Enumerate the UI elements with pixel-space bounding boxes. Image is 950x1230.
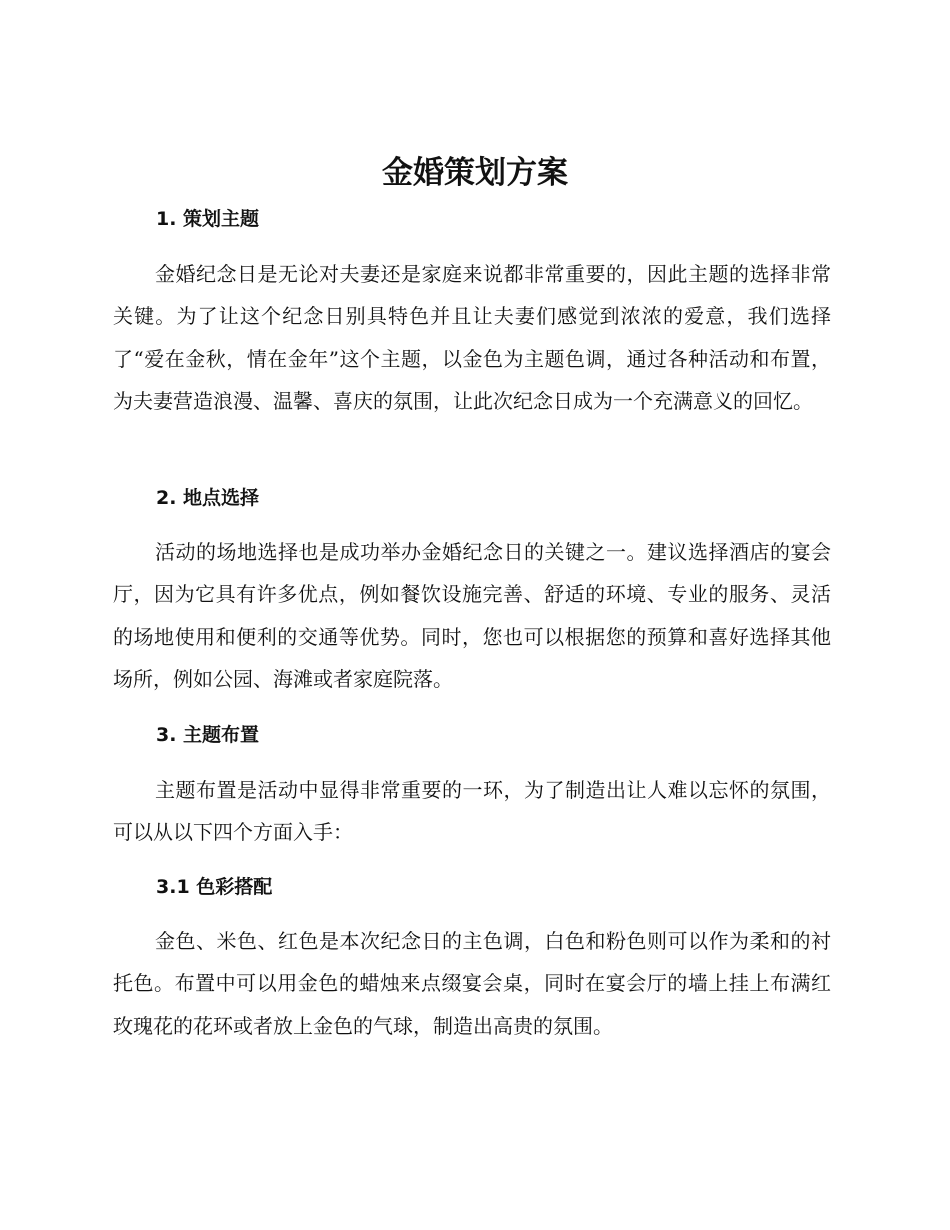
section-heading-decoration: 3. 主题布置 [156,724,260,746]
section-heading-venue: 2. 地点选择 [156,487,260,509]
subsection-heading-colors: 3.1 色彩搭配 [156,876,273,898]
section-paragraph-decoration: 主题布置是活动中显得非常重要的一环，为了制造出让人难以忘怀的氛围，可以从以下四个方面入手： [113,778,831,845]
section-paragraph-theme: 金婚纪念日是无论对夫妻还是家庭来说都非常重要的，因此主题的选择非常关键。为了让这个纪念日别具特色并且让夫妻们感觉到浓浓的爱意，我们选择了“爱在金秋，情在金年”这个主题，以金色为主题色调，通过各种活动和布置，为夫妻营造浪漫、温馨、喜庆的氛围，让此次纪念日成为一个充满意义的回忆。 [113,262,831,414]
page-title: 金婚策划方案 [382,155,568,191]
section-heading-theme: 1. 策划主题 [156,208,260,230]
section-paragraph-venue: 活动的场地选择也是成功举办金婚纪念日的关键之一。建议选择酒店的宴会厅，因为它具有许多优点，例如餐饮设施完善、舒适的环境、专业的服务、灵活的场地使用和便利的交通等优势。同时，您也可以根据您的预算和喜好选择其他场所，例如公园、海滩或者家庭院落。 [113,540,831,692]
subsection-paragraph-colors: 金色、米色、红色是本次纪念日的主色调，白色和粉色则可以作为柔和的衬托色。布置中可以用金色的蜡烛来点缀宴会桌，同时在宴会厅的墙上挂上布满红玫瑰花的花环或者放上金色的气球，制造出高贵的氛围。 [113,929,831,1038]
